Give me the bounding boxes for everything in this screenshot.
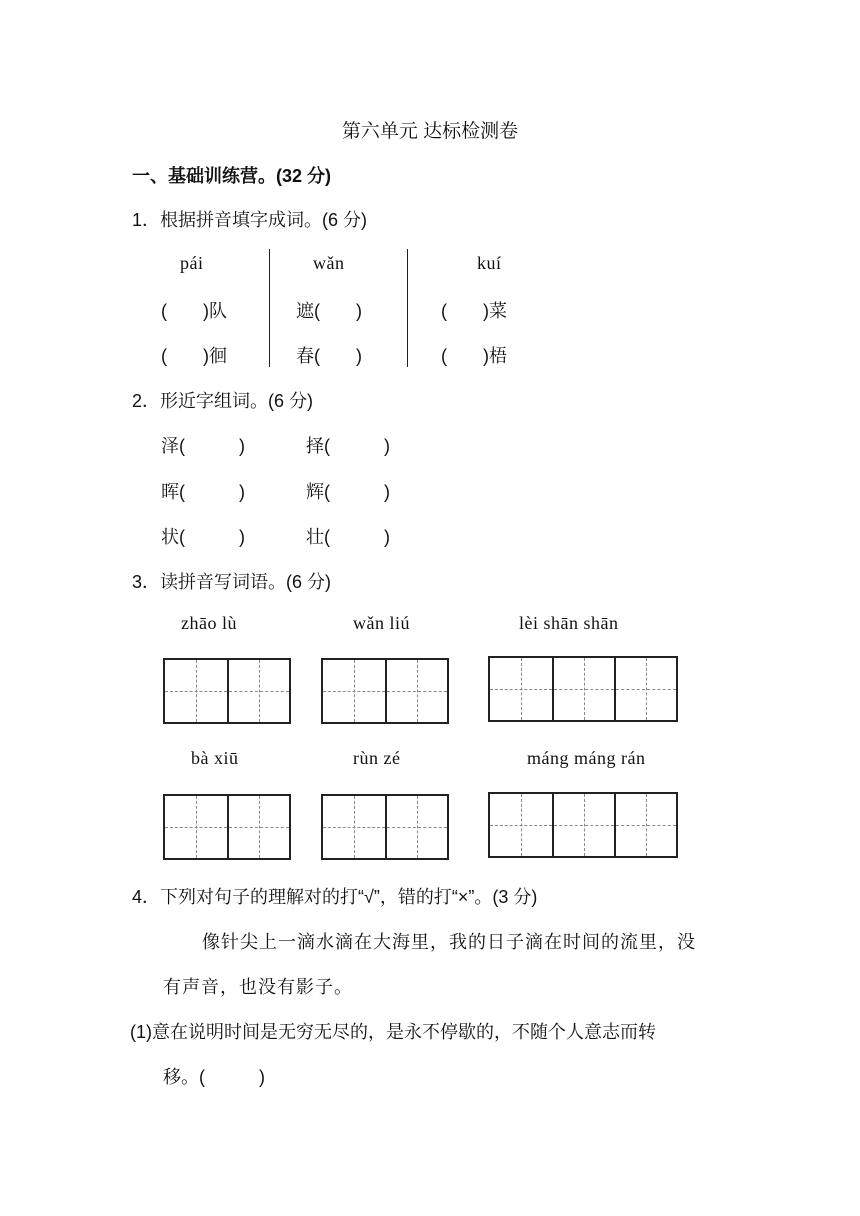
grid-cell[interactable]	[323, 660, 385, 722]
q3-pinyin: wǎn liú	[353, 613, 410, 633]
q1-blank[interactable]: 遮( )	[296, 301, 362, 321]
q3-pinyin: zhāo lù	[181, 613, 237, 633]
writing-grid[interactable]	[488, 656, 678, 722]
q4-item-1: (1)意在说明时间是无穷无尽的，是永不停歇的，不随个人意志而转	[130, 1022, 656, 1042]
question-1-prompt: 1．根据拼音填字成词。(6 分)	[132, 210, 368, 230]
grid-cell[interactable]	[227, 660, 289, 722]
grid-cell[interactable]	[552, 794, 614, 856]
grid-cell[interactable]	[323, 796, 385, 858]
q1-blank[interactable]: ( )菜	[441, 301, 507, 321]
q3-pinyin: bà xiū	[191, 748, 239, 768]
grid-cell[interactable]	[490, 658, 552, 720]
column-divider	[407, 249, 408, 367]
quote-passage: 像针尖上一滴水滴在大海里，我的日子滴在时间的流里，没	[202, 932, 696, 953]
q3-pinyin: lèi shān shān	[519, 613, 619, 633]
q1-pinyin-2: wǎn	[313, 253, 345, 273]
q4-item-1-answer[interactable]: 移。( )	[163, 1067, 265, 1087]
writing-grid[interactable]	[321, 658, 449, 724]
grid-cell[interactable]	[490, 794, 552, 856]
q1-pinyin-3: kuí	[477, 253, 502, 273]
grid-cell[interactable]	[614, 658, 676, 720]
section-heading: 一、基础训练营。(32 分)	[132, 166, 332, 186]
q2-blank[interactable]: 晖( )	[161, 482, 245, 502]
grid-cell[interactable]	[385, 660, 447, 722]
page-title: 第六单元 达标检测卷	[341, 121, 519, 142]
grid-cell[interactable]	[614, 794, 676, 856]
q2-blank[interactable]: 壮( )	[306, 527, 390, 547]
writing-grid[interactable]	[488, 792, 678, 858]
q1-pinyin-1: pái	[180, 253, 204, 273]
writing-grid[interactable]	[163, 658, 291, 724]
q2-blank[interactable]: 辉( )	[306, 482, 390, 502]
question-3-prompt: 3．读拼音写词语。(6 分)	[132, 572, 332, 592]
grid-cell[interactable]	[165, 660, 227, 722]
q2-blank[interactable]: 择( )	[306, 436, 390, 456]
grid-cell[interactable]	[385, 796, 447, 858]
q1-blank[interactable]: ( )徊	[161, 346, 227, 366]
question-2-prompt: 2．形近字组词。(6 分)	[132, 391, 314, 411]
grid-cell[interactable]	[552, 658, 614, 720]
q1-blank[interactable]: ( )梧	[441, 346, 507, 366]
quote-passage: 有声音，也没有影子。	[163, 977, 353, 998]
column-divider	[269, 249, 270, 367]
q3-pinyin: rùn zé	[353, 748, 401, 768]
writing-grid[interactable]	[321, 794, 449, 860]
question-4-prompt: 4．下列对句子的理解对的打“√”，错的打“×”。(3 分)	[132, 887, 538, 907]
q3-pinyin: máng máng rán	[527, 748, 646, 768]
q2-blank[interactable]: 状( )	[161, 527, 245, 547]
grid-cell[interactable]	[165, 796, 227, 858]
q2-blank[interactable]: 泽( )	[161, 436, 245, 456]
q1-blank[interactable]: ( )队	[161, 301, 227, 321]
q1-blank[interactable]: 春( )	[296, 346, 362, 366]
grid-cell[interactable]	[227, 796, 289, 858]
writing-grid[interactable]	[163, 794, 291, 860]
